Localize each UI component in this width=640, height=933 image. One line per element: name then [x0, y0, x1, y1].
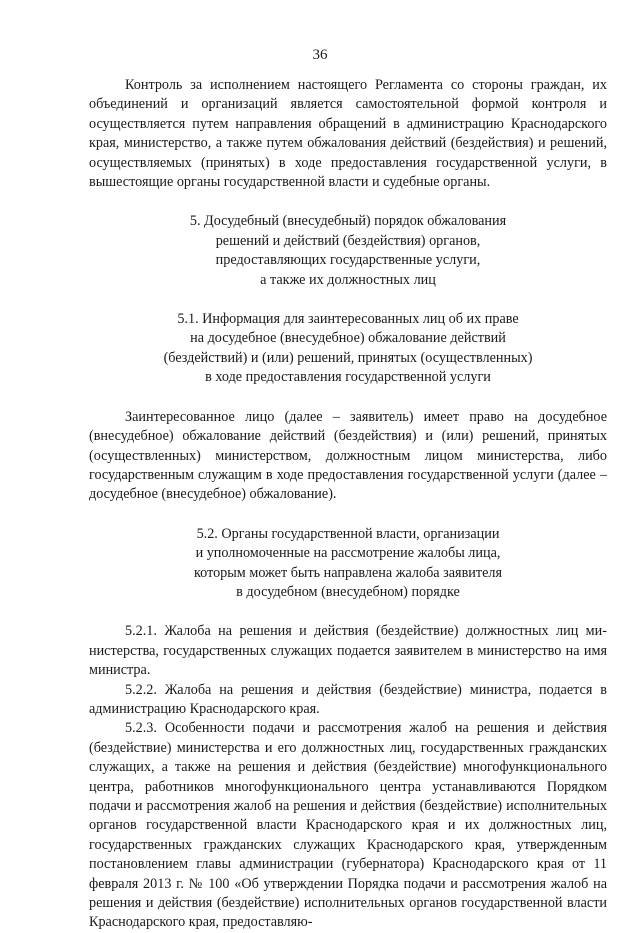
section-5-1-heading: [89, 310, 607, 388]
paragraph-5-2-1: 5.2.1. Жалоба на решения и действия (бездействие) должностных лиц министерства, государственных служащих подается заявителем в министерство на имя министра.: [89, 623, 607, 679]
section-5-1-paragraph: Заинтересованное лицо (далее – заявитель) имеет право на досудебное (внесудебное) обжалование действий (бездействия) и (или) решений, принятых (осуществленных) министерством, должностным лицом министерства, либо государственным служащим в ходе предоставления государственной услуги (далее – досудебное (внесудебное) обжалование).: [89, 408, 607, 503]
section-5-2-heading-line: в досудебном (внесудебном) порядке: [236, 583, 460, 600]
page-number: 36: [312, 47, 328, 63]
section-5-2-heading-line: 5.2. Органы государственной власти, организации: [196, 525, 500, 542]
section-5-1-heading-line: в ходе предоставления государственной услуги: [205, 369, 491, 386]
section-5-1-heading-line: на досудебное (внесудебное) обжалование действий: [190, 330, 506, 347]
section-5-heading: [89, 212, 607, 290]
section-5-heading-line: предоставляющих государственные услуги,: [215, 252, 481, 269]
section-5-heading-line: решений и действий (бездействия) органов,: [215, 232, 481, 249]
section-5-heading-line: 5. Досудебный (внесудебный) порядок обжалования: [189, 213, 507, 230]
paragraph-5-2-3: 5.2.3. Особенности подачи и рассмотрения жалоб на решения и действия (бездействие) министерства и его должностных лиц, государственных гражданских служащих, а также на решения и действия (бездействие) многофункционального центра, работников многофункционального центра устанавливаются Порядком подачи и рассмотрения жалоб на решения и действия (бездействие) исполнительных органов государственной власти Краснодарского края и их должностных лиц, государственных гражданских служащих Краснодарского края, утвержденным постановлением главы администрации (губернатора) Краснодарского края от 11 февраля 2013 г. № 100 «Об утверждении Порядка подачи и рассмотрения жалоб на решения и действия (бездействие) исполнительных органов государственной власти Краснодарского края, предоставляю-: [89, 720, 607, 931]
section-5-1-heading-line: 5.1. Информация для заинтересованных лиц об их праве: [177, 311, 519, 328]
section-5-2-heading-line: и уполномоченные на рассмотрение жалобы лица,: [195, 545, 501, 562]
section-5-2-heading-line: которым может быть направлена жалоба заявителя: [194, 564, 502, 581]
intro-paragraph: Контроль за исполнением настоящего Регламента со стороны граждан, их объединений и организаций является самостоятельной формой контроля и осуществляется путем направления обращений в администрацию Краснодарского края, министерство, а также путем обжалования действий (бездействия) и решений, осуществляемых (принятых) в ходе предоставления государственной услуги, в вышестоящие органы государственной власти и судебные органы.: [89, 77, 607, 191]
section-5-2-heading: [89, 525, 607, 603]
paragraph-5-2-2: 5.2.2. Жалоба на решения и действия (бездействие) министра, подается в администрацию Краснодарского края.: [89, 681, 607, 717]
document-body: [89, 76, 607, 933]
section-5-1-heading-line: (бездействий) и (или) решений, принятых (осуществленных): [163, 349, 533, 366]
section-5-heading-line: а также их должностных лиц: [260, 271, 436, 288]
